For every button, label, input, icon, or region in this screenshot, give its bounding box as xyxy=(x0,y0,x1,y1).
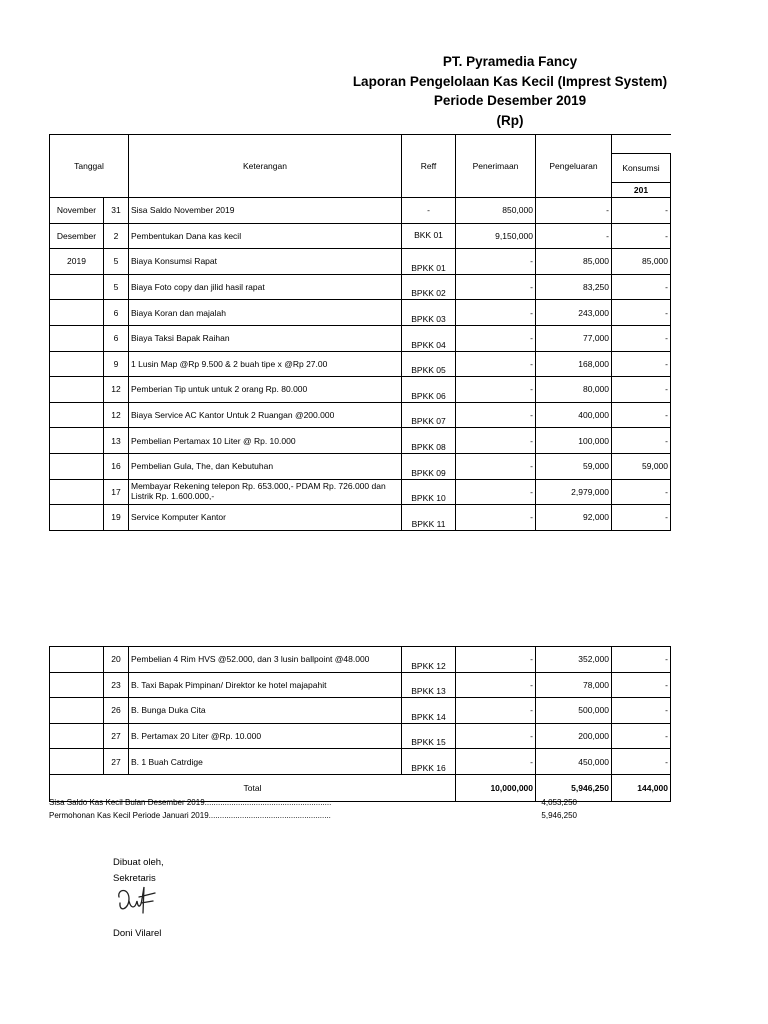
report-header xyxy=(250,52,768,130)
cell-day: 26 xyxy=(104,698,129,724)
ledger-table-top xyxy=(49,134,671,531)
cell-konsumsi: - xyxy=(612,647,671,673)
cell-penerimaan: - xyxy=(456,249,536,275)
cell-pengeluaran: 450,000 xyxy=(536,749,612,775)
cell-month xyxy=(50,453,104,479)
cell-keterangan: Service Komputer Kantor xyxy=(129,505,402,531)
cell-konsumsi: - xyxy=(612,377,671,403)
cell-penerimaan: - xyxy=(456,325,536,351)
table-row xyxy=(50,402,671,428)
cell-konsumsi: - xyxy=(612,325,671,351)
cell-reff: BPKK 01 xyxy=(402,249,456,275)
table-row xyxy=(50,300,671,326)
summary-label: Permohonan Kas Kecil Periode Januari 2019....................................................... xyxy=(49,811,331,820)
summary-value: 5,946,250 xyxy=(541,811,577,820)
cell-day: 9 xyxy=(104,351,129,377)
cell-pengeluaran: 80,000 xyxy=(536,377,612,403)
cell-keterangan: Biaya Taksi Bapak Raihan xyxy=(129,325,402,351)
cell-reff: BPKK 12 xyxy=(402,647,456,673)
cell-reff: BPKK 16 xyxy=(402,749,456,775)
cell-penerimaan: - xyxy=(456,505,536,531)
cell-reff: BPKK 11 xyxy=(402,505,456,531)
report-title: Laporan Pengelolaan Kas Kecil (Imprest System) xyxy=(352,73,668,89)
cell-penerimaan: - xyxy=(456,351,536,377)
cell-konsumsi: - xyxy=(612,749,671,775)
cell-penerimaan: - xyxy=(456,453,536,479)
cell-keterangan: B. Pertamax 20 Liter @Rp. 10.000 xyxy=(129,723,402,749)
cell-day: 12 xyxy=(104,402,129,428)
cell-pengeluaran: 77,000 xyxy=(536,325,612,351)
cell-day: 19 xyxy=(104,505,129,531)
total-konsumsi: 144,000 xyxy=(612,774,671,801)
cell-penerimaan: - xyxy=(456,402,536,428)
cell-reff: BPKK 07 xyxy=(402,402,456,428)
cell-konsumsi: - xyxy=(612,300,671,326)
cell-konsumsi: - xyxy=(612,672,671,698)
cell-month xyxy=(50,325,104,351)
report-period: Periode Desember 2019 xyxy=(433,93,587,108)
table-row xyxy=(50,198,671,224)
col-header-reff: Reff xyxy=(402,135,456,198)
cell-month xyxy=(50,274,104,300)
cell-konsumsi: - xyxy=(612,223,671,249)
cell-keterangan: Biaya Foto copy dan jilid hasil rapat xyxy=(129,274,402,300)
table-row xyxy=(50,453,671,479)
col-header-penerimaan: Penerimaan xyxy=(456,135,536,198)
cell-keterangan: Pemberian Tip untuk untuk 2 orang Rp. 80.000 xyxy=(129,377,402,403)
summary-label: Sisa Saldo Kas Kecil Bulan Desember 2019......................................................... xyxy=(49,798,332,807)
cell-pengeluaran: 243,000 xyxy=(536,300,612,326)
cell-reff: BPKK 10 xyxy=(402,479,456,505)
cell-keterangan: Biaya Konsumsi Rapat xyxy=(129,249,402,275)
cell-keterangan: B. 1 Buah Catrdige xyxy=(129,749,402,775)
cell-keterangan: Membayar Rekening telepon Rp. 653.000,- PDAM Rp. 726.000 dan Listrik Rp. 1.600.000,- xyxy=(129,479,402,505)
cell-keterangan: Biaya Koran dan majalah xyxy=(129,300,402,326)
cell-konsumsi: - xyxy=(612,698,671,724)
cell-pengeluaran: 400,000 xyxy=(536,402,612,428)
table-row xyxy=(50,647,671,673)
table-row xyxy=(50,479,671,505)
cell-month xyxy=(50,479,104,505)
summary-row xyxy=(49,798,577,811)
cell-pengeluaran: 200,000 xyxy=(536,723,612,749)
cell-day: 17 xyxy=(104,479,129,505)
col-header-konsumsi-code: 201 xyxy=(612,183,671,198)
cell-penerimaan: - xyxy=(456,647,536,673)
signer-name: Doni Vilarel xyxy=(113,928,162,939)
cell-day: 2 xyxy=(104,223,129,249)
cell-reff: BPKK 05 xyxy=(402,351,456,377)
cell-pengeluaran: 83,250 xyxy=(536,274,612,300)
cell-pengeluaran: 100,000 xyxy=(536,428,612,454)
cell-month xyxy=(50,428,104,454)
cell-day: 6 xyxy=(104,300,129,326)
summary-value: 4,053,250 xyxy=(541,798,577,807)
cell-month xyxy=(50,723,104,749)
cell-penerimaan: - xyxy=(456,300,536,326)
col-header-konsumsi: Konsumsi xyxy=(612,154,671,183)
cell-reff: BPKK 03 xyxy=(402,300,456,326)
cell-konsumsi: - xyxy=(612,479,671,505)
cell-keterangan: Pembelian 4 Rim HVS @52.000, dan 3 lusin ballpoint @48.000 xyxy=(129,647,402,673)
cell-konsumsi: 59,000 xyxy=(612,453,671,479)
cell-reff: BKK 01 xyxy=(402,223,456,249)
cell-day: 6 xyxy=(104,325,129,351)
cell-keterangan: B. Bunga Duka Cita xyxy=(129,698,402,724)
cell-day: 5 xyxy=(104,249,129,275)
signer-role: Sekretaris xyxy=(113,873,156,884)
handwritten-signature xyxy=(115,883,163,919)
cell-keterangan: Biaya Service AC Kantor Untuk 2 Ruangan @200.000 xyxy=(129,402,402,428)
cell-konsumsi: - xyxy=(612,351,671,377)
cell-penerimaan: - xyxy=(456,698,536,724)
cell-keterangan: Pembentukan Dana kas kecil xyxy=(129,223,402,249)
cell-month xyxy=(50,672,104,698)
table-row xyxy=(50,698,671,724)
cell-konsumsi: - xyxy=(612,723,671,749)
summary-section xyxy=(49,798,577,824)
cell-reff: BPKK 08 xyxy=(402,428,456,454)
col-header-keterangan: Keterangan xyxy=(129,135,402,198)
cell-konsumsi: - xyxy=(612,198,671,224)
cell-penerimaan: - xyxy=(456,377,536,403)
cell-day: 23 xyxy=(104,672,129,698)
col-header-spacer xyxy=(612,135,671,154)
total-pengeluaran: 5,946,250 xyxy=(536,774,612,801)
cell-keterangan: Pembelian Pertamax 10 Liter @ Rp. 10.000 xyxy=(129,428,402,454)
cell-konsumsi: - xyxy=(612,274,671,300)
cell-reff: BPKK 13 xyxy=(402,672,456,698)
cell-keterangan: Sisa Saldo November 2019 xyxy=(129,198,402,224)
table-row xyxy=(50,274,671,300)
total-penerimaan: 10,000,000 xyxy=(456,774,536,801)
cell-pengeluaran: - xyxy=(536,198,612,224)
cell-month: 2019 xyxy=(50,249,104,275)
table-row xyxy=(50,723,671,749)
cell-penerimaan: - xyxy=(456,274,536,300)
table-row xyxy=(50,223,671,249)
cell-pengeluaran: 59,000 xyxy=(536,453,612,479)
cell-day: 12 xyxy=(104,377,129,403)
ledger-table-bottom xyxy=(49,646,671,802)
cell-day: 13 xyxy=(104,428,129,454)
cell-month xyxy=(50,402,104,428)
cell-day: 20 xyxy=(104,647,129,673)
cell-day: 5 xyxy=(104,274,129,300)
cell-month xyxy=(50,300,104,326)
cell-reff: BPKK 14 xyxy=(402,698,456,724)
table-row xyxy=(50,505,671,531)
cell-pengeluaran: 2,979,000 xyxy=(536,479,612,505)
table-header-row xyxy=(50,135,671,154)
cell-pengeluaran: 352,000 xyxy=(536,647,612,673)
cell-month xyxy=(50,505,104,531)
cell-penerimaan: 850,000 xyxy=(456,198,536,224)
cell-month: November xyxy=(50,198,104,224)
cell-month xyxy=(50,377,104,403)
cell-month xyxy=(50,698,104,724)
cell-penerimaan: - xyxy=(456,723,536,749)
cell-konsumsi: - xyxy=(612,402,671,428)
cell-konsumsi: - xyxy=(612,505,671,531)
table-row xyxy=(50,325,671,351)
cell-month: Desember xyxy=(50,223,104,249)
cell-penerimaan: - xyxy=(456,749,536,775)
cell-penerimaan: 9,150,000 xyxy=(456,223,536,249)
company-name: PT. Pyramedia Fancy xyxy=(442,54,578,69)
cell-day: 31 xyxy=(104,198,129,224)
table-row xyxy=(50,428,671,454)
table-row xyxy=(50,749,671,775)
cell-penerimaan: - xyxy=(456,428,536,454)
cell-pengeluaran: - xyxy=(536,223,612,249)
cell-penerimaan: - xyxy=(456,672,536,698)
table-row xyxy=(50,672,671,698)
table-row xyxy=(50,249,671,275)
cell-pengeluaran: 500,000 xyxy=(536,698,612,724)
total-label: Total xyxy=(50,774,456,801)
report-currency: (Rp) xyxy=(496,112,524,128)
cell-reff: BPKK 06 xyxy=(402,377,456,403)
made-by-label: Dibuat oleh, xyxy=(113,857,164,868)
summary-row xyxy=(49,811,577,824)
cell-keterangan: 1 Lusin Map @Rp 9.500 & 2 buah tipe x @Rp 27.00 xyxy=(129,351,402,377)
cell-reff: BPKK 04 xyxy=(402,325,456,351)
cell-day: 16 xyxy=(104,453,129,479)
cell-month xyxy=(50,647,104,673)
cell-reff: BPKK 15 xyxy=(402,723,456,749)
cell-day: 27 xyxy=(104,723,129,749)
table-row xyxy=(50,351,671,377)
col-header-tanggal: Tanggal xyxy=(50,135,129,198)
cell-day: 27 xyxy=(104,749,129,775)
cell-month xyxy=(50,749,104,775)
cell-konsumsi: 85,000 xyxy=(612,249,671,275)
cell-reff: BPKK 02 xyxy=(402,274,456,300)
cell-reff: - xyxy=(402,198,456,224)
cell-penerimaan: - xyxy=(456,479,536,505)
cell-month xyxy=(50,351,104,377)
cell-keterangan: Pembelian Gula, The, dan Kebutuhan xyxy=(129,453,402,479)
cell-pengeluaran: 92,000 xyxy=(536,505,612,531)
cell-konsumsi: - xyxy=(612,428,671,454)
cell-pengeluaran: 85,000 xyxy=(536,249,612,275)
cell-pengeluaran: 168,000 xyxy=(536,351,612,377)
table-row xyxy=(50,377,671,403)
cell-keterangan: B. Taxi Bapak Pimpinan/ Direktor ke hotel majapahit xyxy=(129,672,402,698)
col-header-pengeluaran: Pengeluaran xyxy=(536,135,612,198)
cell-pengeluaran: 78,000 xyxy=(536,672,612,698)
cell-reff: BPKK 09 xyxy=(402,453,456,479)
